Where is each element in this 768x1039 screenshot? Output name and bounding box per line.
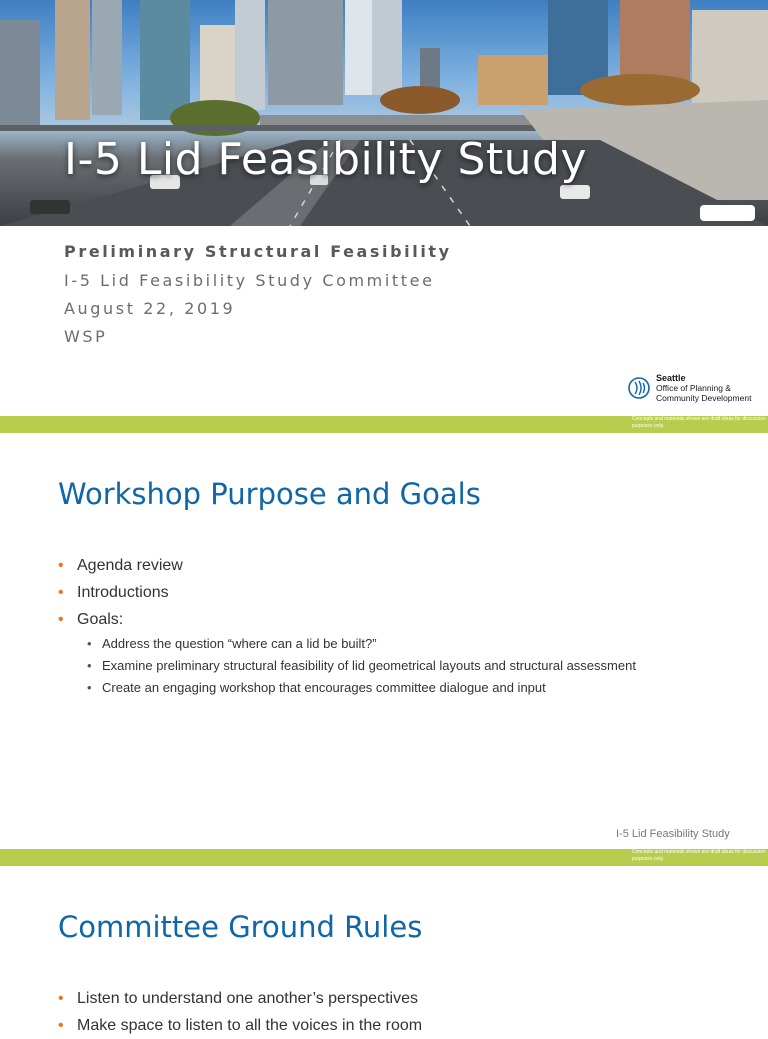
list-item: • Agenda review (58, 552, 636, 579)
list-item: • Make space to listen to all the voices in the room (58, 1012, 422, 1039)
draft-disclaimer: Concepts and materials shown are draft ideas for discussion purposes only. (632, 849, 766, 862)
freeway-cityscape-photo (0, 0, 768, 226)
ground-rules-slide (0, 866, 768, 1034)
list-item: • Goals: (58, 606, 636, 633)
seattle-opcd-logo (628, 370, 756, 406)
firm-name: WSP (64, 327, 108, 346)
rules-list (58, 985, 422, 1039)
draft-disclaimer: Concepts and materials shown are draft ideas for discussion purposes only. (632, 416, 766, 429)
logo-office-line2: Community Development (656, 393, 752, 403)
seattle-logo-icon (628, 377, 650, 399)
slide-title: Workshop Purpose and Goals (58, 477, 481, 511)
committee-name: I-5 Lid Feasibility Study Committee (64, 271, 435, 290)
list-item: • Introductions (58, 579, 636, 606)
presentation-title: I-5 Lid Feasibility Study (64, 134, 587, 185)
logo-office-line1: Office of Planning & (656, 383, 731, 393)
sub-list-item: • Create an engaging workshop that encourages committee dialogue and input (87, 677, 636, 699)
logo-seattle-label: Seattle (656, 373, 686, 383)
sub-list-item: • Examine preliminary structural feasibility of lid geometrical layouts and structural assessment (87, 655, 636, 677)
presentation-date: August 22, 2019 (64, 299, 236, 318)
goals-list (58, 552, 636, 699)
slide-title: Committee Ground Rules (58, 910, 423, 944)
title-slide (0, 0, 768, 433)
presentation-subtitle: Preliminary Structural Feasibility (64, 242, 452, 261)
workshop-goals-slide (0, 433, 768, 866)
sub-list-item: • Address the question “where can a lid be built?” (87, 633, 636, 655)
slide-footer: I-5 Lid Feasibility Study (616, 828, 730, 840)
list-item: • Listen to understand one another’s perspectives (58, 985, 422, 1012)
